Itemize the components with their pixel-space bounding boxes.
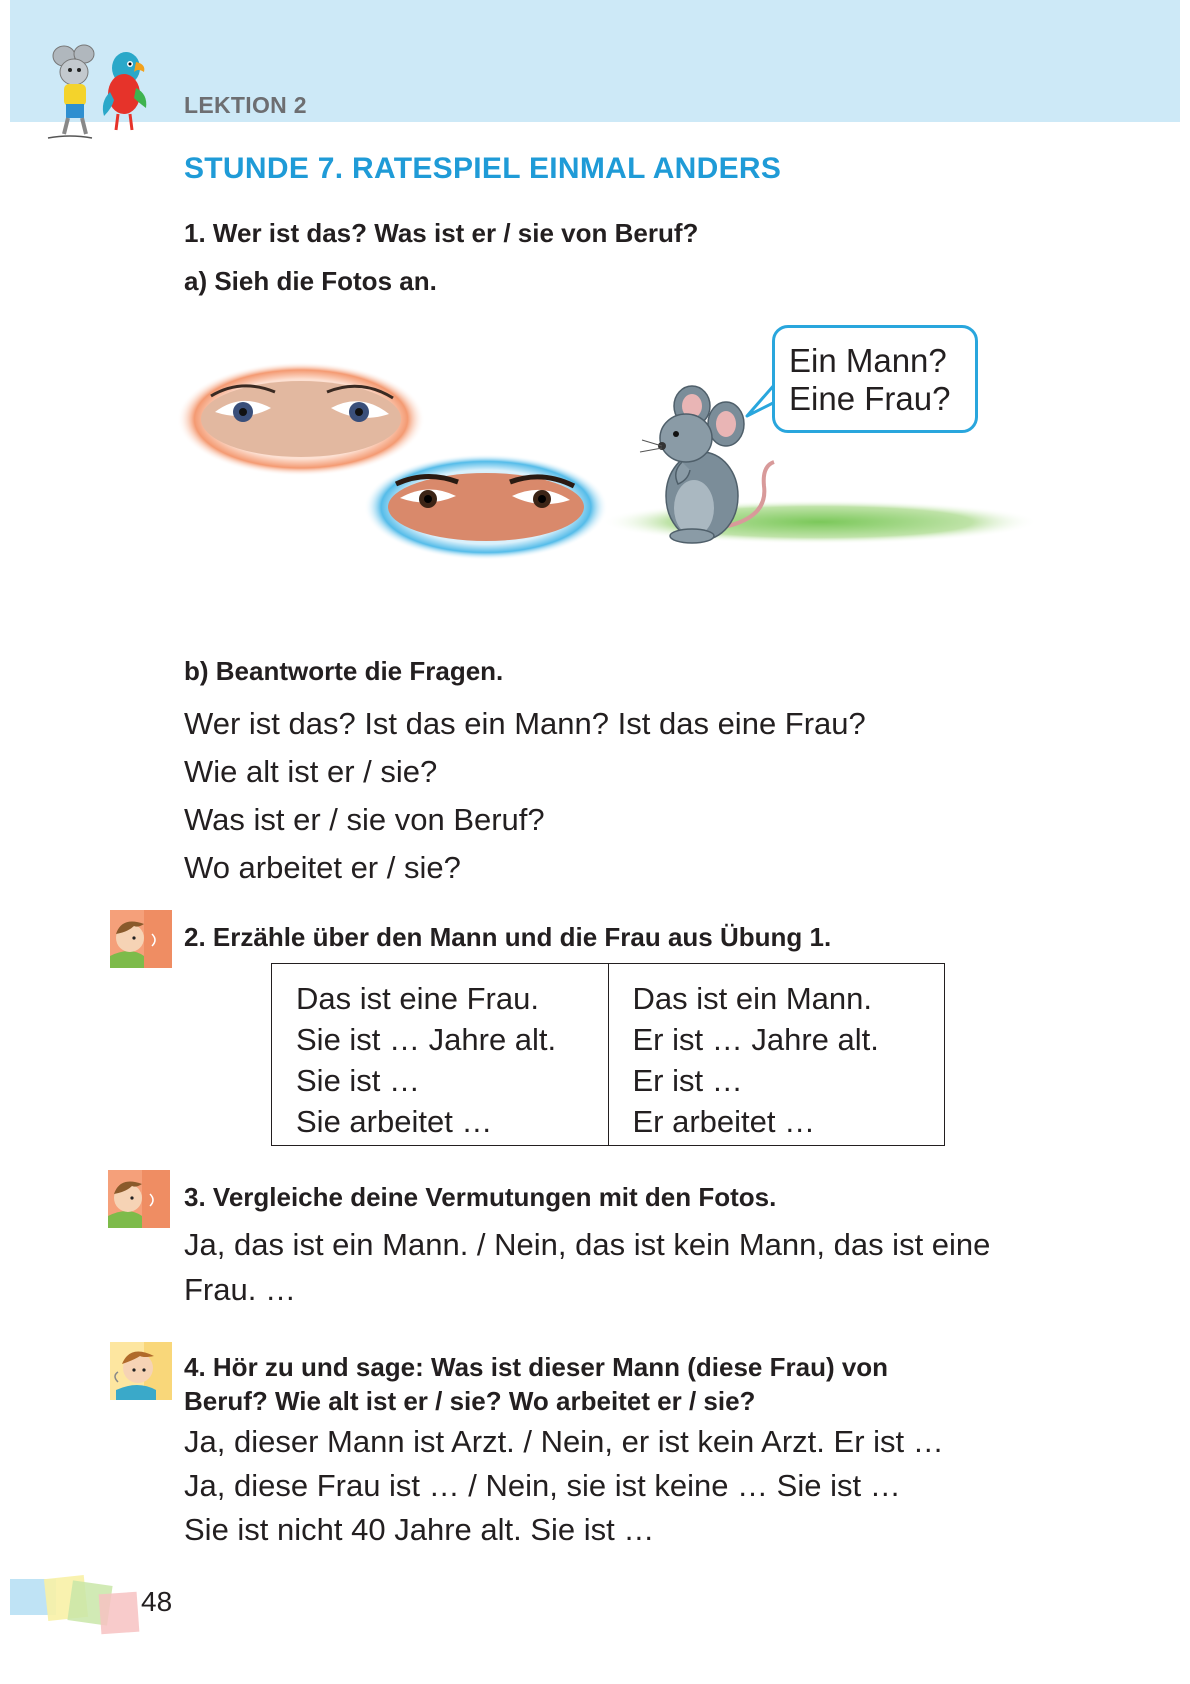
question-line: Was ist er / sie von Beruf? xyxy=(184,802,545,837)
man-eyes-photo xyxy=(362,452,610,562)
page-number: 48 xyxy=(141,1586,173,1617)
sentence-line: Das ist ein Mann. xyxy=(632,981,872,1016)
example-line: Frau. … xyxy=(184,1272,296,1307)
sentence-line: Sie ist … Jahre alt. xyxy=(296,1022,557,1057)
sentence-line: Das ist eine Frau. xyxy=(296,981,539,1016)
exercise2-heading: 2. Erzähle über den Mann und die Frau aus Übung 1. xyxy=(184,922,832,952)
example-line: Ja, dieser Mann ist Arzt. / Nein, er ist kein Arzt. Er ist … xyxy=(184,1424,944,1459)
listening-child-icon xyxy=(110,1342,172,1400)
sentence-line: Sie arbeitet … xyxy=(296,1104,493,1139)
exercise3-example xyxy=(184,1222,990,1312)
sentence-line: Er arbeitet … xyxy=(632,1104,816,1139)
speaking-child-icon xyxy=(108,1170,170,1228)
exercise1-questions xyxy=(184,700,866,892)
speech-bubble-line: Eine Frau? xyxy=(789,380,951,417)
exercise1-heading: 1. Wer ist das? Was ist er / sie von Beruf? xyxy=(184,218,699,248)
exercise1-sub-a: a) Sieh die Fotos an. xyxy=(184,266,437,296)
sentence-line: Er ist … xyxy=(632,1063,743,1098)
lesson-label: LEKTION 2 xyxy=(184,92,307,118)
exercise1-sub-b: b) Beantworte die Fragen. xyxy=(184,656,504,686)
man-sentences-cell xyxy=(608,964,945,1146)
question-line: Wer ist das? Ist das ein Mann? Ist das eine Frau? xyxy=(184,706,866,741)
exercise3-heading: 3. Vergleiche deine Vermutungen mit den Fotos. xyxy=(184,1182,777,1212)
sentence-line: Er ist … Jahre alt. xyxy=(632,1022,879,1057)
mascots-illustration xyxy=(40,42,160,142)
example-line: Ja, das ist ein Mann. / Nein, das ist kein Mann, das ist eine xyxy=(184,1227,991,1262)
question-line: Wo arbeitet er / sie? xyxy=(184,850,461,885)
question-line: Wie alt ist er / sie? xyxy=(184,754,438,789)
woman-sentences-cell xyxy=(272,964,609,1146)
heading-line: 4. Hör zu und sage: Was ist dieser Mann (diese Frau) von xyxy=(184,1352,889,1382)
sentence-line: Sie ist … xyxy=(296,1063,421,1098)
exercise4-examples xyxy=(184,1420,944,1552)
exercise4-heading xyxy=(184,1350,888,1418)
example-line: Ja, diese Frau ist … / Nein, sie ist keine … Sie ist … xyxy=(184,1468,901,1503)
speaking-child-icon xyxy=(110,910,172,968)
heading-line: Beruf? Wie alt ist er / sie? Wo arbeitet er / sie? xyxy=(184,1386,756,1416)
example-line: Sie ist nicht 40 Jahre alt. Sie ist … xyxy=(184,1512,655,1547)
speech-bubble xyxy=(772,325,978,433)
speech-bubble-line: Ein Mann? xyxy=(789,342,947,379)
page-corner-decoration xyxy=(10,1575,145,1637)
page-title: STUNDE 7. RATESPIEL EINMAL ANDERS xyxy=(184,152,782,185)
sentence-frame-table xyxy=(271,963,945,1146)
